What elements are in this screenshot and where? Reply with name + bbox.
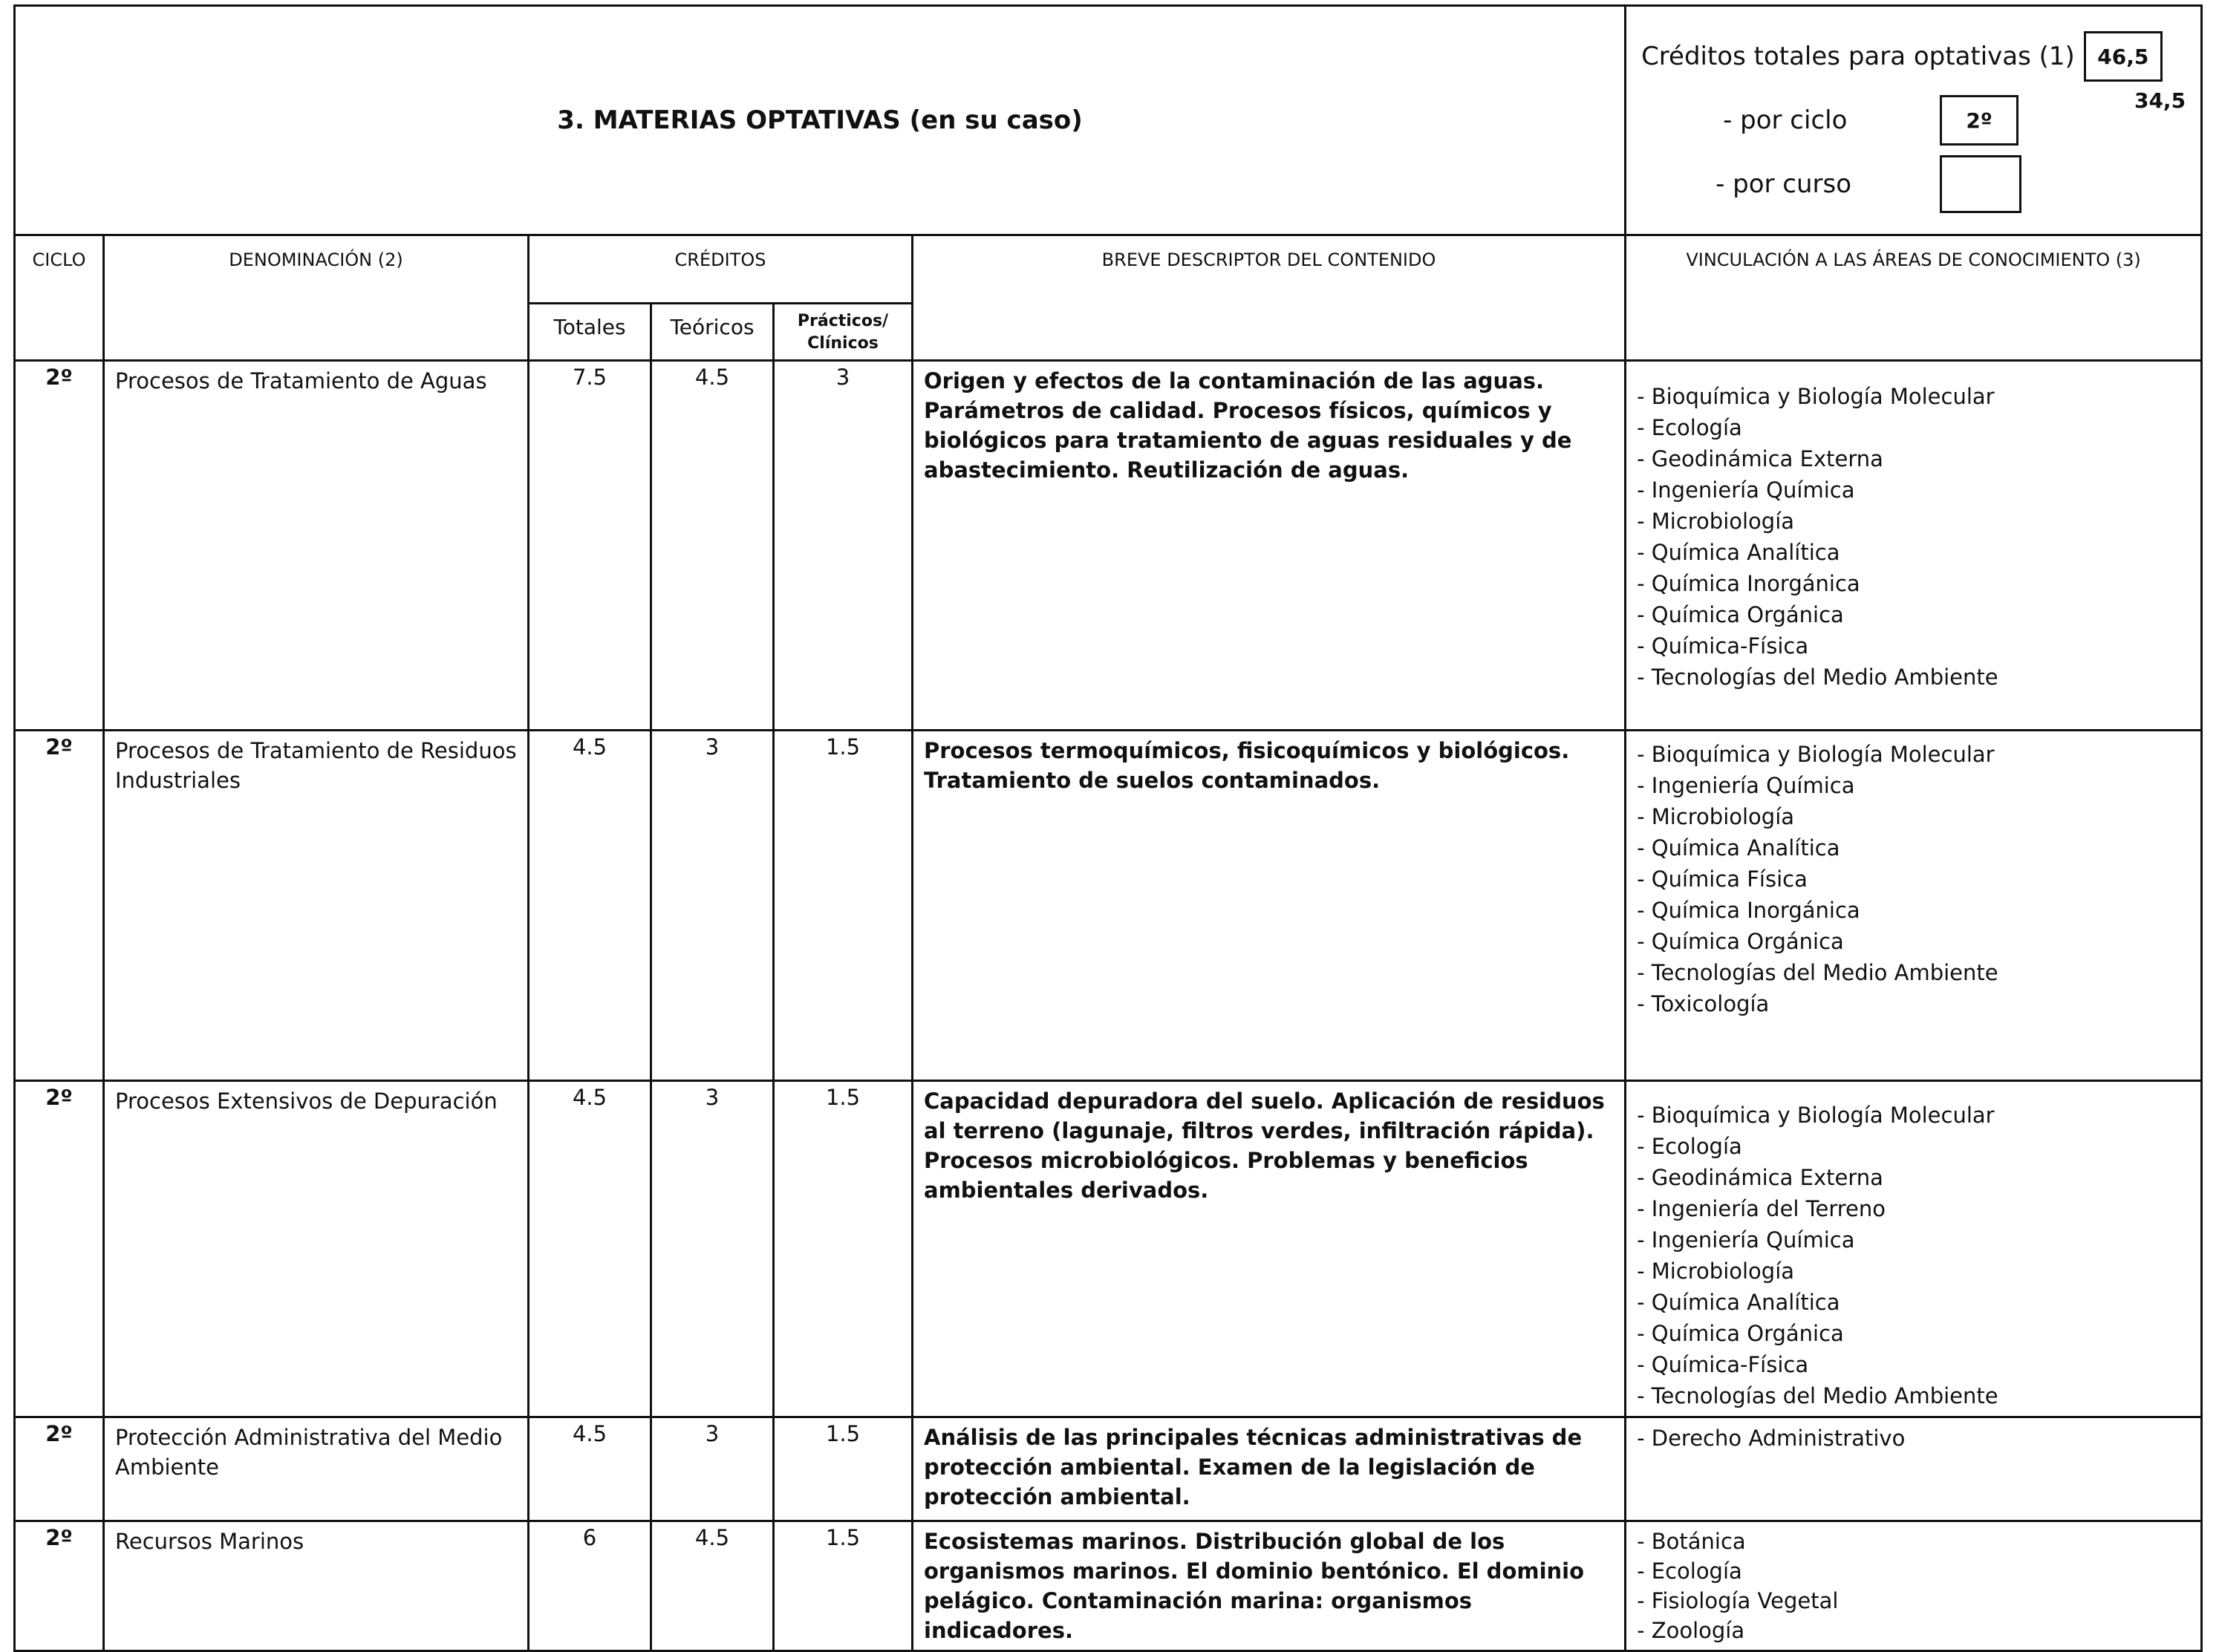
area-item: - Química Física (1637, 866, 1808, 892)
area-item: - Bioquímica y Biología Molecular (1637, 384, 1995, 409)
area-item: - Química Inorgánica (1637, 898, 1860, 923)
area-item: - Química Analítica (1637, 835, 1840, 861)
area-item: - Ecología (1637, 1558, 1742, 1584)
area-item: - Ingeniería Química (1637, 773, 1855, 798)
row-areas (1626, 1521, 2202, 1651)
area-item: - Química Orgánica (1637, 929, 1844, 954)
row-ciclo: 2º (15, 1417, 104, 1521)
row-teoricos: 4.5 (651, 1521, 774, 1651)
area-item: - Microbiología (1637, 1258, 1795, 1284)
area-item: - Microbiología (1637, 509, 1795, 534)
por-curso-label: - por curso (1715, 169, 1852, 199)
row-denominacion: Protección Administrativa del Medio Ambiente (104, 1417, 529, 1521)
area-item: - Fisiología Vegetal (1637, 1588, 1839, 1613)
row-totales: 6 (529, 1521, 651, 1651)
optativas-form (13, 4, 2200, 1652)
row-descriptor: Origen y efectos de la contaminación de las aguas. Parámetros de calidad. Procesos físicos, químicos y biológicos para tratamiento de aguas residuales y de abastecimiento. Reutilización de aguas. (913, 361, 1626, 731)
section-title: 3. MATERIAS OPTATIVAS (en su caso) (15, 6, 1626, 235)
row-ciclo: 2º (15, 361, 104, 731)
row-areas (1626, 1081, 2202, 1417)
row-totales: 4.5 (529, 1417, 651, 1521)
area-item: - Tecnologías del Medio Ambiente (1637, 960, 1998, 985)
col-creditos: CRÉDITOS (529, 235, 913, 304)
col-teoricos: Teóricos (651, 303, 774, 360)
optativas-table (13, 4, 2203, 1652)
row-descriptor: Procesos termoquímicos, fisicoquímicos y biológicos. Tratamiento de suelos contaminados. (913, 731, 1626, 1081)
table-row (15, 1417, 2202, 1521)
credits-total-value: 46,5 (2084, 31, 2163, 82)
row-practicos: 1.5 (774, 1081, 913, 1417)
area-item: - Derecho Administrativo (1637, 1426, 1906, 1451)
area-item: - Ingeniería del Terreno (1637, 1196, 1886, 1221)
area-item: - Tecnologías del Medio Ambiente (1637, 1383, 1998, 1408)
credits-summary (1626, 6, 2202, 235)
area-item: - Bioquímica y Biología Molecular (1637, 1103, 1995, 1128)
area-item: - Química-Física (1637, 1352, 1809, 1377)
row-descriptor: Análisis de las principales técnicas administrativas de protección ambiental. Examen de la legislación de protección ambiental. (913, 1417, 1626, 1521)
por-ciclo-value: 2º (1940, 95, 2018, 146)
area-item: - Ingeniería Química (1637, 1227, 1855, 1253)
row-descriptor: Ecosistemas marinos. Distribución global de los organismos marinos. El dominio bentónico. El dominio pelágico. Contaminación marina: organismos indicadores. (913, 1521, 1626, 1651)
area-item: - Microbiología (1637, 804, 1795, 829)
col-descriptor: BREVE DESCRIPTOR DEL CONTENIDO (913, 235, 1626, 361)
area-item: - Química Orgánica (1637, 1321, 1844, 1346)
area-item: - Geodinámica Externa (1637, 1165, 1883, 1190)
por-ciclo-total: 34,5 (2134, 88, 2186, 113)
row-denominacion: Procesos de Tratamiento de Aguas (104, 361, 529, 731)
row-areas (1626, 731, 2202, 1081)
area-item: - Zoología (1637, 1618, 1745, 1643)
por-curso-value (1940, 155, 2021, 213)
row-totales: 4.5 (529, 1081, 651, 1417)
row-teoricos: 3 (651, 1417, 774, 1521)
row-descriptor: Capacidad depuradora del suelo. Aplicación de residuos al terreno (lagunaje, filtros verdes, infiltración rápida). Procesos microbiológicos. Problemas y beneficios ambientales derivados. (913, 1081, 1626, 1417)
col-denominacion: DENOMINACIÓN (2) (104, 235, 529, 361)
area-item: - Ecología (1637, 415, 1742, 440)
row-denominacion: Procesos Extensivos de Depuración (104, 1081, 529, 1417)
area-item: - Tecnologías del Medio Ambiente (1637, 665, 1998, 690)
table-row (15, 361, 2202, 731)
area-item: - Química Analítica (1637, 540, 1840, 565)
table-row (15, 1081, 2202, 1417)
col-practicos: Prácticos/ Clínicos (774, 303, 913, 360)
row-practicos: 1.5 (774, 1521, 913, 1651)
row-ciclo: 2º (15, 1521, 104, 1651)
header-row (15, 6, 2202, 235)
col-ciclo: CICLO (15, 235, 104, 361)
area-item: - Ecología (1637, 1134, 1742, 1159)
col-vinculacion: VINCULACIÓN A LAS ÁREAS DE CONOCIMIENTO (3) (1626, 235, 2202, 361)
area-item: - Toxicología (1637, 991, 1770, 1016)
area-item: - Botánica (1637, 1529, 1746, 1554)
row-ciclo: 2º (15, 1081, 104, 1417)
area-item: - Geodinámica Externa (1637, 446, 1883, 471)
row-practicos: 3 (774, 361, 913, 731)
area-item: - Ingeniería Química (1637, 477, 1855, 503)
row-denominacion: Recursos Marinos (104, 1521, 529, 1651)
row-denominacion: Procesos de Tratamiento de Residuos Industriales (104, 731, 529, 1081)
area-item: - Química Analítica (1637, 1290, 1840, 1315)
credits-total-label: Créditos totales para optativas (1) (1641, 42, 2075, 71)
area-item: - Química Inorgánica (1637, 571, 1860, 596)
area-item: - Química Orgánica (1637, 602, 1844, 627)
column-header-row (15, 235, 2202, 304)
por-ciclo-label: - por ciclo (1723, 105, 1848, 135)
row-totales: 7.5 (529, 361, 651, 731)
table-row (15, 731, 2202, 1081)
row-areas (1626, 361, 2202, 731)
row-practicos: 1.5 (774, 731, 913, 1081)
row-totales: 4.5 (529, 731, 651, 1081)
row-areas (1626, 1417, 2202, 1521)
row-teoricos: 4.5 (651, 361, 774, 731)
row-teoricos: 3 (651, 1081, 774, 1417)
row-ciclo: 2º (15, 731, 104, 1081)
row-practicos: 1.5 (774, 1417, 913, 1521)
area-item: - Química-Física (1637, 633, 1809, 659)
area-item: - Bioquímica y Biología Molecular (1637, 742, 1995, 767)
col-totales: Totales (529, 303, 651, 360)
table-row (15, 1521, 2202, 1651)
row-teoricos: 3 (651, 731, 774, 1081)
